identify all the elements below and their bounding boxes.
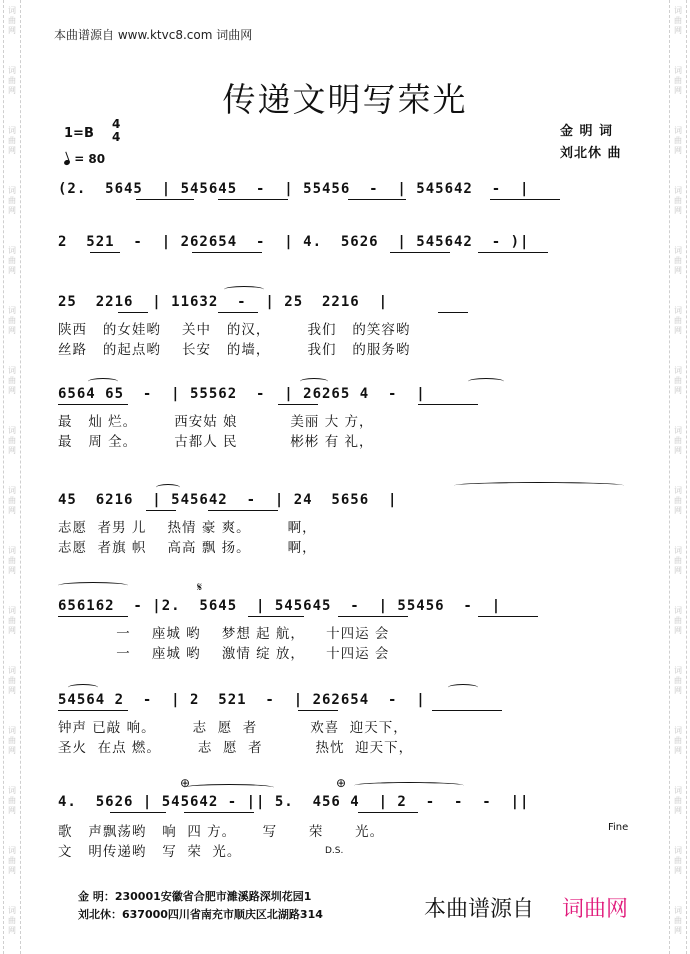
watermark-stamp: 词 曲 网 [674,546,682,575]
watermark-stamp: 词 曲 网 [674,906,682,935]
notation-line: 2 521 - | 262654 - | 4. 5626 | 545642 - )| [58,234,530,250]
watermark-stamp: 词 曲 网 [8,906,16,935]
tempo-marking [64,152,105,166]
key-signature: 1=B [64,126,94,141]
watermark-stamp: 词 曲 网 [674,486,682,515]
notation-line: 4. 5626 | 545642 - || 5. 456 4 | 2 - - - || [58,794,530,810]
source-site-text: 本曲谱源自 www.ktvc8.com 词曲网 [54,28,253,42]
lyrics-verse-1: 钟声 已敲 响。 志 愿 者 欢喜 迎天下， [58,720,408,736]
watermark-stamp: 词 曲 网 [674,366,682,395]
watermark-stamp: 词 曲 网 [8,726,16,755]
lyrics-verse-1: 最 灿 烂。 西安姑 娘 美丽 大 方， [58,414,374,430]
quarter-note-icon [63,159,70,166]
right-watermark-strip [669,0,687,954]
watermark-stamp: 词 曲 网 [8,126,16,155]
lyrics-verse-1: 歌 声飘荡哟 响 四 方。 写 荣 光。 [58,824,385,840]
watermark-stamp: 词 曲 网 [674,186,682,215]
lyrics-verse-2: 一 座城 哟 激情 绽 放， 十四运 会 [58,646,390,662]
notation-line: 45 6216 | 545642 - | 24 5656 | [58,492,398,508]
watermark-stamp: 词 曲 网 [8,66,16,95]
coda-icon: ⊕ [336,776,347,790]
left-watermark-strip [3,0,21,954]
lyrics-verse-1: 志愿 者男 儿 热情 豪 爽。 啊， [58,520,317,536]
watermark-stamp: 词 曲 网 [674,666,682,695]
watermark-stamp: 词 曲 网 [674,306,682,335]
notation-line: 6564 65 - | 55562 - | 26265 4 - | [58,386,426,402]
watermark-stamp: 词 曲 网 [674,6,682,35]
lyricist-address: 金 明：230001安徽省合肥市濉溪路深圳花园1 [78,890,312,903]
watermark-stamp: 词 曲 网 [674,246,682,275]
lyricist-credit: 金 明 词 [560,124,614,139]
watermark-stamp: 词 曲 网 [674,66,682,95]
lyrics-verse-1: 一 座城 哟 梦想 起 航， 十四运 会 [58,626,390,642]
watermark-stamp: 词 曲 网 [8,666,16,695]
fine-marking: Fine [608,822,629,833]
watermark-stamp: 词 曲 网 [8,306,16,335]
watermark-stamp: 词 曲 网 [8,786,16,815]
watermark-stamp: 词 曲 网 [674,726,682,755]
lyrics-verse-1: 陕西 的女娃哟 关中 的汉， 我们 的笑容哟 [58,322,411,338]
watermark-stamp: 词 曲 网 [8,366,16,395]
watermark-stamp: 词 曲 网 [8,426,16,455]
lyrics-verse-2: 文 明传递哟 写 荣 光。 [58,844,242,860]
brand-site-name: 词曲网 [562,897,629,922]
composer-credit: 刘北休 曲 [560,146,622,161]
lyrics-verse-2: 圣火 在点 燃。 志 愿 者 热忱 迎天下， [58,740,414,756]
composer-address: 刘北休：637000四川省南充市顺庆区北湖路314 [78,908,323,921]
watermark-stamp: 词 曲 网 [674,786,682,815]
song-title: 传递文明写荣光 [222,80,468,119]
watermark-stamp: 词 曲 网 [674,126,682,155]
lyrics-verse-2: 志愿 者旗 帜 高高 飘 扬。 啊， [58,540,317,556]
watermark-stamp: 词 曲 网 [674,846,682,875]
time-signature [112,118,120,144]
segno-icon: 𝄋 [197,580,203,594]
meter-top: 4 [112,117,121,131]
dal-segno-marking: D.S. [325,846,344,856]
watermark-stamp: 词 曲 网 [8,246,16,275]
watermark-stamp: 词 曲 网 [8,546,16,575]
coda-icon: ⊕ [180,776,191,790]
watermark-stamp: 词 曲 网 [8,606,16,635]
watermark-stamp: 词 曲 网 [8,486,16,515]
lyrics-verse-2: 最 周 全。 古都人 民 彬彬 有 礼， [58,434,374,450]
meter-bottom: 4 [112,130,121,144]
notation-line: (2. 5645 | 545645 - | 55456 - | 545642 - | [58,181,530,197]
brand-source-text: 本曲谱源自 [424,897,535,922]
watermark-stamp: 词 曲 网 [674,426,682,455]
watermark-stamp: 词 曲 网 [8,6,16,35]
watermark-stamp: 词 曲 网 [8,846,16,875]
tempo-value: = 80 [74,152,106,166]
notation-line: 656162 - |2. 5645 | 545645 - | 55456 - | [58,598,502,614]
watermark-stamp: 词 曲 网 [674,606,682,635]
watermark-stamp: 词 曲 网 [8,186,16,215]
notation-line: 25 2216 | 11632 - | 25 2216 | [58,294,389,310]
lyrics-verse-2: 丝路 的起点哟 长安 的墙， 我们 的服务哟 [58,342,411,358]
notation-line: 54564 2 - | 2 521 - | 262654 - | [58,692,426,708]
